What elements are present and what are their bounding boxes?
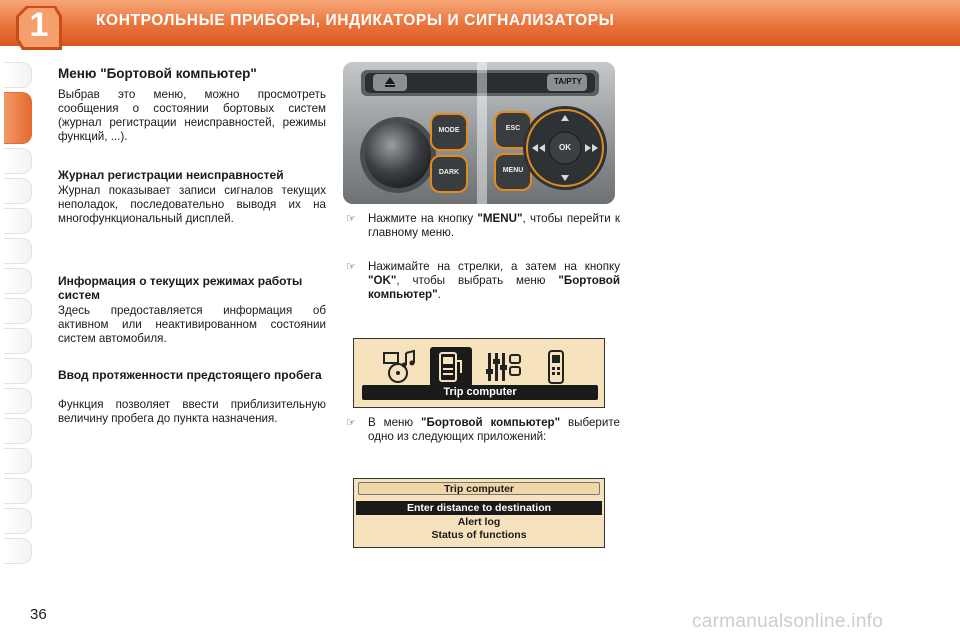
side-tab[interactable] — [4, 62, 32, 88]
side-tab[interactable] — [4, 478, 32, 504]
side-tab[interactable] — [4, 268, 32, 294]
side-tab[interactable] — [4, 298, 32, 324]
side-tab[interactable] — [4, 358, 32, 384]
submenu-title: Trip computer — [358, 482, 600, 495]
page-title: Меню "Бортовой компьютер" — [58, 66, 257, 81]
display-trip-computer-menu — [353, 478, 605, 548]
section-title-status: Информация о текущих режимах работы систем — [58, 274, 303, 302]
ta-pty-button[interactable]: TA/PTY — [554, 77, 582, 86]
submenu-item-enter-distance[interactable]: Enter distance to destination — [356, 501, 602, 515]
pointing-finger-icon: ☞ — [346, 261, 356, 273]
side-tab[interactable] — [4, 208, 32, 234]
side-tab[interactable] — [4, 418, 32, 444]
section-text-alert-log: Журнал показывает записи сигналов текущих неполадок, последовательно выводя их на многофункциональный дисплей. — [58, 184, 326, 225]
side-tab[interactable] — [4, 388, 32, 414]
submenu-item-status-of-functions[interactable]: Status of functions — [431, 529, 527, 541]
section-title-distance: Ввод протяженности предстоящего пробега — [58, 368, 322, 382]
pointing-finger-icon: ☞ — [346, 213, 356, 225]
side-tab[interactable] — [4, 148, 32, 174]
side-tab[interactable] — [4, 538, 32, 564]
esc-button[interactable]: ESC — [505, 125, 521, 132]
side-tab[interactable] — [4, 178, 32, 204]
mode-button[interactable]: MODE — [438, 127, 460, 134]
section-text-status: Здесь предоставляется информация об активном или неактивированном состоянии систем автомобиля. — [58, 304, 326, 345]
side-tab[interactable] — [4, 508, 32, 534]
telephone-menu-icon — [536, 347, 578, 387]
display-main-menu — [353, 338, 605, 408]
watermark: carmanualsonline.info — [692, 611, 884, 632]
side-tab[interactable] — [4, 328, 32, 354]
trip-computer-menu-icon[interactable] — [430, 347, 472, 387]
dark-button[interactable]: DARK — [438, 169, 460, 176]
submenu-item-alert-log[interactable]: Alert log — [457, 516, 501, 528]
page-number: 36 — [30, 606, 47, 623]
audio-menu-icon — [378, 347, 420, 387]
chapter-tabs — [0, 58, 34, 578]
selected-menu-label: Trip computer — [362, 385, 598, 400]
settings-menu-icon — [482, 347, 524, 387]
intro-text: Выбрав это меню, можно просмотреть сообщения о состоянии бортовых систем (журнал регистрации неисправностей, режимы функций, ...). — [58, 88, 326, 143]
header-title: КОНТРОЛЬНЫЕ ПРИБОРЫ, ИНДИКАТОРЫ И СИГНАЛИЗАТОРЫ — [96, 12, 615, 29]
chapter-number: 1 — [29, 6, 49, 44]
ok-button[interactable]: OK — [559, 143, 571, 152]
section-text-distance: Функция позволяет ввести приблизительную величину пробега до пункта назначения. — [58, 398, 326, 425]
control-panel-photo — [343, 62, 615, 204]
side-tab-active[interactable] — [4, 92, 32, 144]
menu-button[interactable]: MENU — [502, 167, 524, 174]
section-title-alert-log: Журнал регистрации неисправностей — [58, 168, 284, 182]
side-tab[interactable] — [4, 448, 32, 474]
pointing-finger-icon: ☞ — [346, 417, 356, 429]
chapter-header — [0, 0, 960, 46]
side-tab[interactable] — [4, 238, 32, 264]
